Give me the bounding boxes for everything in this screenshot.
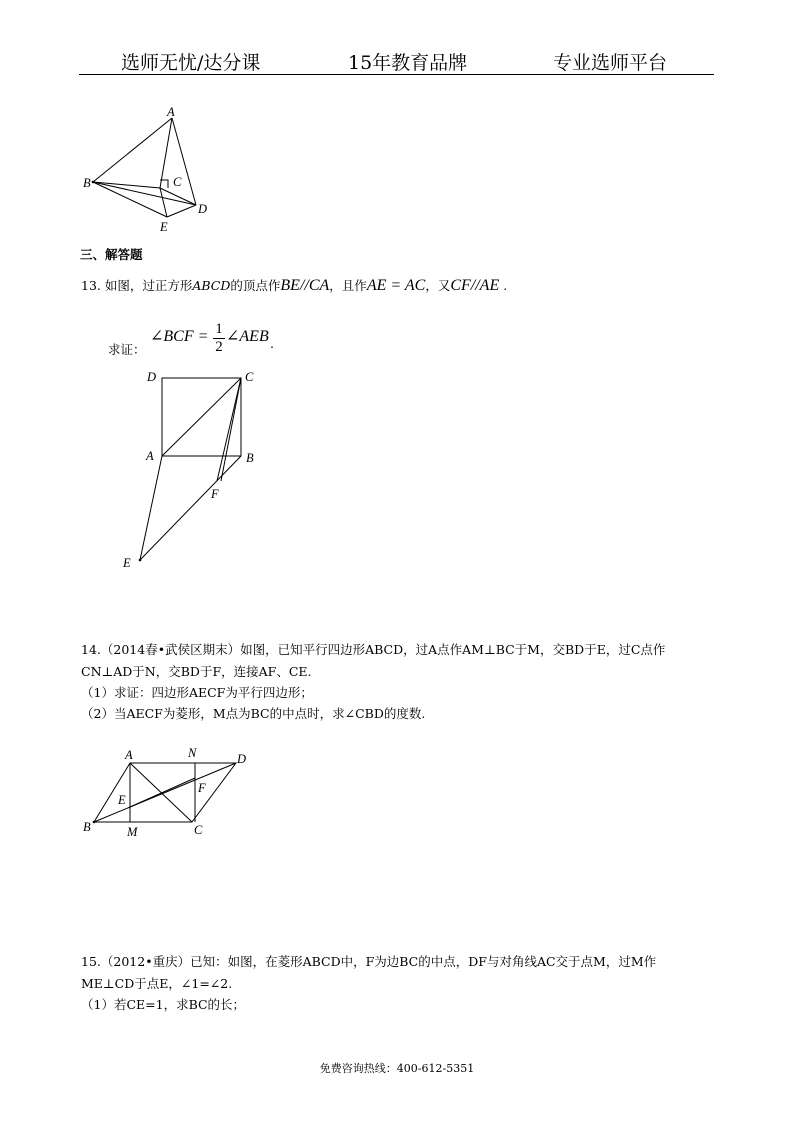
q14-label-F: F [198, 781, 206, 795]
q13-mid2: ，且作 [329, 278, 367, 293]
q13-label-E: E [123, 556, 131, 570]
q13-end: . [503, 278, 508, 293]
section-title: 三、解答题 [80, 247, 143, 262]
q14-label-N: N [188, 746, 197, 760]
q13-label-B: B [246, 451, 254, 465]
q13-mid3: ，又 [425, 278, 451, 293]
q13-abcd: ABCD [192, 278, 231, 293]
q14-label-A: A [125, 748, 133, 762]
q13-ae-ac: AE = AC [366, 277, 426, 294]
q14-label-M: M [127, 825, 138, 839]
q13-be-ca: BE//CA [280, 277, 330, 294]
q13-prove-end: . [270, 336, 274, 351]
q14-label-D: D [237, 752, 247, 766]
q14-label-E: E [118, 793, 126, 807]
header-slogan: 15年教育品牌 [348, 52, 468, 74]
header-brand: 选师无忧/达分课 [121, 52, 261, 74]
q15-line1: 15.（2012•重庆）已知：如图，在菱形ABCD中，F为边BC的中点，DF与对角线AC交于点M，过M作 [81, 954, 657, 969]
q15-part1: （1）若CE=1，求BC的长； [81, 997, 246, 1012]
q13-prove-label: 求证： [108, 342, 146, 357]
fig-prev-label-D: D [198, 202, 208, 216]
q14-label-C: C [194, 823, 203, 837]
q14-part2: （2）当AECF为菱形，M点为BC的中点时，求∠CBD的度数. [81, 706, 426, 721]
q13-prove-left: ∠BCF = [150, 328, 209, 345]
q14-part1: （1）求证：四边形AECF为平行四边形； [81, 685, 313, 700]
header-platform: 专业选师平台 [553, 52, 668, 74]
q13-frac-num: 1 [213, 321, 225, 339]
q13-label-C: C [245, 370, 254, 384]
fig-prev-label-E: E [160, 220, 168, 234]
footer-hotline: 免费咨询热线：400-612-5351 [319, 1062, 475, 1075]
q15-line2: ME⊥CD于点E，∠1=∠2. [81, 976, 233, 991]
q13-label-A: A [146, 449, 154, 463]
q14-label-B: B [83, 820, 91, 834]
q13-mid1: 的顶点作 [230, 278, 281, 293]
q13-prove-right: ∠AEB [226, 328, 269, 345]
fig-prev-label-A: A [167, 105, 175, 119]
q14-line1: 14.（2014春•武侯区期末）如图，已知平行四边形ABCD，过A点作AM⊥BC于M，交BD于E，过C点作 [81, 642, 666, 657]
q13-frac-den: 2 [215, 339, 223, 355]
q14-line2: CN⊥AD于N，交BD于F，连接AF、CE. [81, 664, 312, 679]
fig-prev-label-C: C [173, 175, 182, 189]
fig-prev-label-B: B [83, 176, 91, 190]
q13-prefix: 13. 如图，过正方形 [81, 278, 193, 293]
q13-label-D: D [147, 370, 157, 384]
q13-cf-ae: CF//AE [450, 277, 500, 294]
q13-label-F: F [211, 487, 219, 501]
